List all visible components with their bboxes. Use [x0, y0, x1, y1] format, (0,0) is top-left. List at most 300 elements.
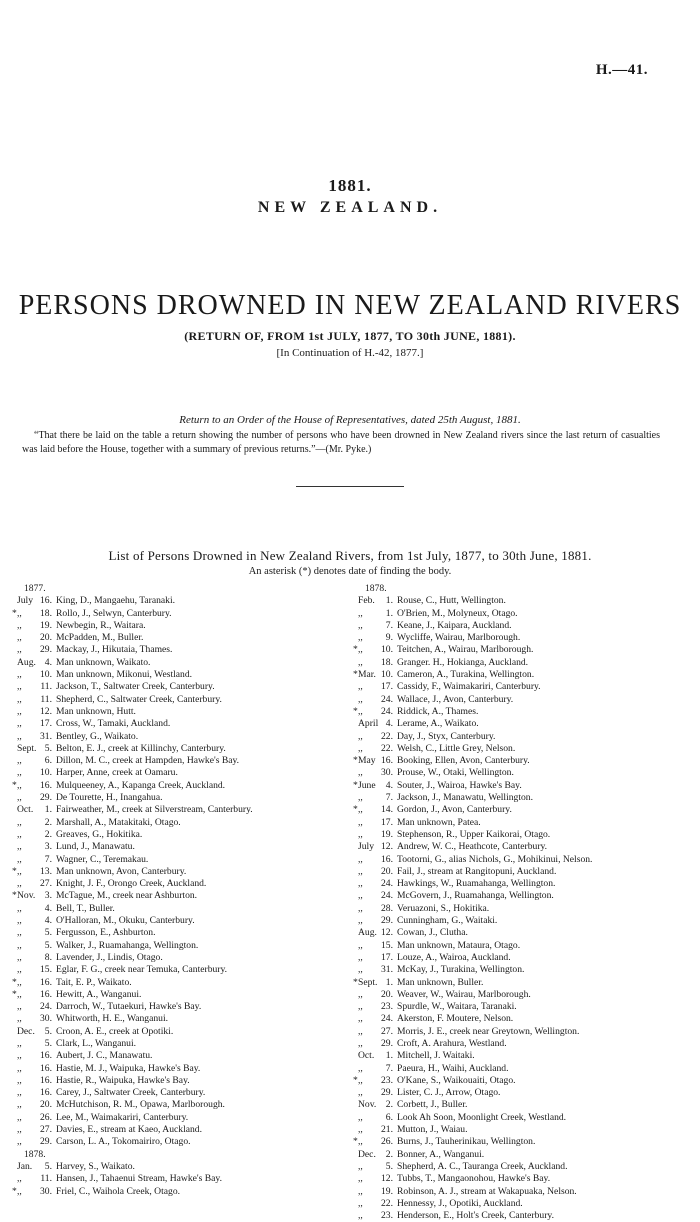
entry-month: ,, — [17, 607, 22, 619]
entry-month: Nov. — [17, 890, 36, 902]
asterisk-marker: * — [353, 976, 358, 988]
list-item — [12, 964, 337, 976]
entry-text: Dillon, M. C., creek at Hampden, Hawke's Bay. — [56, 755, 240, 767]
list-item — [12, 989, 337, 1001]
entry-month: ,, — [17, 1099, 22, 1111]
entry-text: Walker, J., Ruamahanga, Wellington. — [56, 939, 199, 951]
entry-day: 19. — [40, 619, 52, 631]
entry-day: 23. — [381, 1074, 393, 1086]
entry-text: O'Halloran, M., Okuku, Canterbury. — [56, 915, 195, 927]
entry-month: July — [17, 595, 33, 607]
entry-month: ,, — [358, 915, 363, 927]
entry-month: ,, — [17, 779, 22, 791]
entry-text: Marshall, A., Matakitaki, Otago. — [56, 816, 181, 828]
entry-text: Rollo, J., Selwyn, Canterbury. — [56, 607, 172, 619]
list-item — [12, 731, 337, 743]
entry-day: 16. — [40, 1087, 52, 1099]
entry-month: Oct. — [17, 804, 34, 816]
entry-day: 13. — [40, 865, 52, 877]
return-period-subtitle: (RETURN OF, FROM 1st JULY, 1877, TO 30th JUNE, 1881). — [184, 329, 516, 343]
list-item — [353, 989, 693, 1001]
list-item — [353, 755, 693, 767]
entry-month: Oct. — [358, 1050, 375, 1062]
entry-month: ,, — [358, 1074, 363, 1086]
entry-month: ,, — [358, 964, 363, 976]
entry-month: ,, — [358, 1210, 363, 1222]
entry-text: Mitchell, J. Waitaki. — [397, 1050, 475, 1062]
entry-month: ,, — [358, 853, 363, 865]
entry-day: 22. — [381, 1197, 393, 1209]
entry-month: ,, — [17, 1074, 22, 1086]
entry-month: ,, — [17, 619, 22, 631]
entry-day: 7. — [385, 1062, 393, 1074]
entry-day: 16. — [40, 1074, 52, 1086]
asterisk-marker: * — [353, 1136, 358, 1148]
entry-month: ,, — [358, 644, 363, 656]
entry-text: Hawkings, W., Ruamahanga, Wellington. — [397, 878, 556, 890]
list-item — [353, 1099, 693, 1111]
entry-month: ,, — [358, 1185, 363, 1197]
entry-text: Friel, C., Waihola Creek, Otago. — [56, 1185, 181, 1197]
entry-month: ,, — [358, 632, 363, 644]
entry-text: Fairweather, M., creek at Silverstream, Canterbury. — [56, 804, 253, 816]
entry-month: ,, — [17, 755, 22, 767]
entry-day: 5. — [44, 1025, 52, 1037]
entry-month: ,, — [358, 607, 363, 619]
entry-text: Prouse, W., Otaki, Wellington. — [397, 767, 514, 779]
entry-month: ,, — [17, 902, 22, 914]
entry-day: 7. — [385, 792, 393, 804]
list-item — [12, 854, 337, 866]
list-title: List of Persons Drowned in New Zealand Rivers, from 1st July, 1877, to 30th June, 1881. — [108, 548, 592, 563]
entry-text: Cameron, A., Turakina, Wellington. — [397, 669, 535, 681]
entry-day: 20. — [40, 1099, 52, 1111]
entry-text: McTague, M., creek near Ashburton. — [56, 890, 198, 902]
list-item — [353, 1210, 693, 1222]
list-item — [12, 1063, 337, 1075]
entry-month: ,, — [17, 1087, 22, 1099]
entry-day: 28. — [381, 902, 393, 914]
entry-month: ,, — [17, 1037, 22, 1049]
list-item — [12, 977, 337, 989]
entry-text: Davies, E., stream at Kaeo, Auckland. — [56, 1124, 202, 1136]
entry-month: ,, — [358, 742, 363, 754]
entry-month: ,, — [358, 1087, 363, 1099]
entry-day: 19. — [381, 828, 393, 840]
entry-month: ,, — [358, 1001, 363, 1013]
entry-month: ,, — [358, 1173, 363, 1185]
entry-text: Man unknown, Avon, Canterbury. — [56, 865, 187, 877]
document-year: 1881. — [328, 176, 372, 195]
entry-day: 3. — [44, 890, 52, 902]
entry-text: McPadden, M., Buller. — [56, 632, 144, 644]
entry-day: 4. — [44, 902, 52, 914]
list-item — [12, 829, 337, 841]
entry-text: Jackson, J., Manawatu, Wellington. — [397, 792, 534, 804]
list-item — [353, 1013, 693, 1025]
list-item — [353, 1038, 693, 1050]
continuation-note: [In Continuation of H.-42, 1877.] — [276, 347, 424, 359]
list-item — [353, 952, 693, 964]
asterisk-marker: * — [353, 705, 358, 717]
entry-text: Eglar, F. G., creek near Temuka, Canterbury. — [56, 964, 228, 976]
asterisk-marker: * — [12, 988, 17, 1000]
list-item — [353, 743, 693, 755]
entry-day: 21. — [381, 1124, 393, 1136]
entry-text: Andrew, W. C., Heathcote, Canterbury. — [397, 841, 548, 853]
entry-month: ,, — [17, 964, 22, 976]
entry-text: Mulqueeney, A., Kapanga Creek, Auckland. — [56, 779, 226, 791]
entry-month: ,, — [358, 1111, 363, 1123]
list-item — [353, 792, 693, 804]
entry-text: Man unknown, Waikato. — [56, 656, 151, 668]
list-item — [12, 1038, 337, 1050]
list-item — [353, 694, 693, 706]
entry-month: ,, — [17, 705, 22, 717]
entry-day: 16. — [40, 988, 52, 1000]
entry-month: ,, — [358, 816, 363, 828]
entry-day: 7. — [44, 853, 52, 865]
entry-text: Keane, J., Kaipara, Auckland. — [397, 619, 512, 631]
entry-day: 22. — [381, 730, 393, 742]
entry-day: 27. — [40, 878, 52, 890]
list-item — [353, 890, 693, 902]
entry-day: 5. — [44, 927, 52, 939]
entry-month: ,, — [358, 890, 363, 902]
entry-text: Man unknown, Buller. — [397, 976, 484, 988]
list-item — [12, 927, 337, 939]
entry-month: ,, — [17, 693, 22, 705]
entry-month: ,, — [17, 915, 22, 927]
entry-text: Morris, J. E., creek near Greytown, Wellington. — [397, 1025, 580, 1037]
list-item — [353, 964, 693, 976]
list-item — [12, 632, 337, 644]
main-title: PERSONS DROWNED IN NEW ZEALAND RIVERS — [18, 290, 682, 321]
entry-text: Fail, J., stream at Rangitopuni, Auckland. — [397, 865, 557, 877]
list-item — [12, 780, 337, 792]
asterisk-marker: * — [353, 804, 358, 816]
entry-month: ,, — [358, 767, 363, 779]
entry-month: Dec. — [358, 1148, 376, 1160]
entry-text: Weaver, W., Wairau, Marlborough. — [397, 988, 531, 1000]
entry-month: ,, — [17, 1185, 22, 1197]
list-item — [12, 804, 337, 816]
list-item — [353, 804, 693, 816]
list-item — [353, 595, 693, 607]
entry-day: 24. — [40, 1001, 52, 1013]
entry-text: Wallace, J., Avon, Canterbury. — [397, 693, 514, 705]
entry-month: ,, — [17, 792, 22, 804]
entry-text: Shepherd, A. C., Tauranga Creek, Auckland. — [397, 1160, 568, 1172]
entry-text: Man unknown, Mataura, Otago. — [397, 939, 521, 951]
list-item — [12, 595, 337, 607]
asterisk-marker: * — [12, 976, 17, 988]
entry-month: ,, — [358, 902, 363, 914]
entry-day: 29. — [40, 644, 52, 656]
entry-text: Harper, Anne, creek at Oamaru. — [56, 767, 178, 779]
entry-text: Gordon, J., Avon, Canterbury. — [397, 804, 512, 816]
list-item — [353, 878, 693, 890]
entry-month: Jan. — [17, 1160, 33, 1172]
entry-day: 11. — [40, 693, 52, 705]
entry-text: Corbett, J., Buller. — [397, 1099, 468, 1111]
entry-text: Hansen, J., Tahaenui Stream, Hawke's Bay. — [56, 1173, 222, 1185]
entry-text: Stephenson, R., Upper Kaikorai, Otago. — [397, 828, 551, 840]
entry-text: Belton, E. J., creek at Killinchy, Canterbury. — [56, 742, 226, 754]
entry-day: 27. — [381, 1025, 393, 1037]
list-item — [12, 694, 337, 706]
entry-text: Mutton, J., Waiau. — [397, 1124, 468, 1136]
entry-day: 10. — [381, 669, 393, 681]
entry-day: 8. — [44, 951, 52, 963]
asterisk-marker: * — [353, 669, 358, 681]
list-item — [353, 1087, 693, 1099]
entry-month: ,, — [17, 841, 22, 853]
list-item — [353, 1161, 693, 1173]
entry-text: Cunningham, G., Waitaki. — [397, 915, 498, 927]
entry-text: Day, J., Styx, Canterbury. — [397, 730, 496, 742]
entry-text: Riddick, A., Thames. — [397, 705, 479, 717]
entry-day: 3. — [44, 841, 52, 853]
entry-text: Burns, J., Tauherinikau, Wellington. — [397, 1136, 536, 1148]
entry-day: 1. — [385, 595, 393, 607]
entry-text: Veruazoni, S., Hokitika. — [397, 902, 490, 914]
entry-month: ,, — [358, 804, 363, 816]
list-item — [353, 817, 693, 829]
entry-text: Cross, W., Tamaki, Auckland. — [56, 718, 171, 730]
list-item — [12, 1173, 337, 1185]
entry-month: ,, — [17, 939, 22, 951]
list-item — [353, 1112, 693, 1124]
year-heading: 1877. — [24, 583, 46, 594]
asterisk-marker: * — [12, 1185, 17, 1197]
list-item — [353, 620, 693, 632]
right-column-list — [353, 583, 693, 1222]
entry-text: Jackson, T., Saltwater Creek, Canterbury. — [56, 681, 215, 693]
entry-day: 16. — [40, 595, 52, 607]
entry-month: Mar. — [358, 669, 376, 681]
entry-day: 1. — [44, 804, 52, 816]
entry-text: O'Brien, M., Molyneux, Otago. — [397, 607, 518, 619]
entry-day: 16. — [40, 1050, 52, 1062]
entry-day: 22. — [381, 742, 393, 754]
entry-day: 1. — [385, 976, 393, 988]
entry-day: 4. — [44, 915, 52, 927]
list-item — [12, 1099, 337, 1111]
entry-month: ,, — [17, 1136, 22, 1148]
order-of-house: Return to an Order of the House of Representatives, dated 25th August, 1881. — [179, 414, 521, 426]
entry-text: Booking, Ellen, Avon, Canterbury. — [397, 755, 530, 767]
entry-text: Akerston, F. Moutere, Nelson. — [397, 1013, 514, 1025]
entry-text: Hastie, R., Waipuka, Hawke's Bay. — [56, 1074, 190, 1086]
entry-text: Newbegin, R., Waitara. — [56, 619, 146, 631]
list-item — [353, 657, 693, 669]
list-item — [12, 1136, 337, 1148]
list-item — [12, 878, 337, 890]
entry-day: 5. — [44, 1160, 52, 1172]
list-item — [12, 792, 337, 804]
list-item — [353, 718, 693, 730]
list-item — [353, 669, 693, 681]
entry-day: 2. — [44, 816, 52, 828]
entry-day: 29. — [381, 915, 393, 927]
entry-day: 4. — [385, 718, 393, 730]
entry-month: ,, — [358, 1160, 363, 1172]
entry-day: 23. — [381, 1210, 393, 1222]
entry-text: Carson, L. A., Tokomairiro, Otago. — [56, 1136, 191, 1148]
entry-text: Lund, J., Manawatu. — [56, 841, 135, 853]
list-item — [12, 1161, 337, 1173]
entry-text: Croon, A. E., creek at Opotiki. — [56, 1025, 174, 1037]
list-item — [353, 841, 693, 853]
entry-month: ,, — [17, 927, 22, 939]
entry-day: 11. — [40, 1173, 52, 1185]
entry-day: 16. — [40, 1062, 52, 1074]
entry-month: ,, — [358, 1124, 363, 1136]
entry-day: 20. — [381, 988, 393, 1000]
entry-day: 5. — [44, 742, 52, 754]
entry-day: 7. — [385, 619, 393, 631]
divider-rule — [296, 486, 404, 487]
list-item — [12, 1050, 337, 1062]
list-item — [353, 1136, 693, 1148]
list-item — [353, 681, 693, 693]
entry-month: ,, — [17, 988, 22, 1000]
entry-month: ,, — [17, 878, 22, 890]
entry-day: 31. — [40, 730, 52, 742]
entry-text: Tootorni, G., alias Nichols, G., Mohikinui, Nelson. — [397, 853, 593, 865]
entry-text: Darroch, W., Tutaekuri, Hawke's Bay. — [56, 1001, 202, 1013]
list-item — [12, 1001, 337, 1013]
list-item — [353, 1149, 693, 1161]
entry-text: Look Ah Soon, Moonlight Creek, Westland. — [397, 1111, 567, 1123]
entry-day: 31. — [381, 964, 393, 976]
list-item — [353, 829, 693, 841]
entry-month: Sept. — [17, 742, 37, 754]
entry-month: ,, — [358, 705, 363, 717]
entry-month: ,, — [358, 792, 363, 804]
entry-day: 16. — [40, 976, 52, 988]
entry-text: Souter, J., Wairoa, Hawke's Bay. — [397, 779, 522, 791]
list-item — [353, 632, 693, 644]
list-item — [12, 1124, 337, 1136]
entry-day: 30. — [40, 1013, 52, 1025]
entry-day: 10. — [40, 767, 52, 779]
entry-month: ,, — [358, 730, 363, 742]
entry-text: King, D., Mangaehu, Taranaki. — [56, 595, 176, 607]
page-identifier: H.—41. — [595, 62, 648, 78]
entry-month: ,, — [17, 853, 22, 865]
entry-day: 29. — [381, 1037, 393, 1049]
entry-text: Whitworth, H. E., Wanganui. — [56, 1013, 169, 1025]
entry-day: 27. — [40, 1124, 52, 1136]
entry-text: Louze, A., Wairoa, Auckland. — [397, 951, 511, 963]
entry-day: 16. — [40, 779, 52, 791]
entry-day: 10. — [381, 644, 393, 656]
entry-day: 5. — [44, 939, 52, 951]
entry-day: 18. — [40, 607, 52, 619]
entry-day: 30. — [381, 767, 393, 779]
list-item — [353, 780, 693, 792]
entry-text: Cowan, J., Clutha. — [397, 927, 468, 939]
list-item — [12, 903, 337, 915]
entry-text: De Tourette, H., Inangahua. — [56, 792, 163, 804]
entry-text: Wagner, C., Teremakau. — [56, 853, 149, 865]
entry-text: Henderson, E., Holt's Creek, Canterbury. — [397, 1210, 554, 1222]
entry-day: 30. — [40, 1185, 52, 1197]
list-item — [353, 927, 693, 939]
entry-month: ,, — [17, 865, 22, 877]
motion-quote: “That there be laid on the table a return showing the number of persons who have been drowned in New Zealand rivers since the last return of casualties was laid before the House, together with a summary of previous returns.”—(Mr. Pyke.) — [22, 430, 660, 455]
list-item — [353, 767, 693, 779]
entry-text: Aubert, J. C., Manawatu. — [56, 1050, 153, 1062]
entry-day: 24. — [381, 890, 393, 902]
list-item — [12, 841, 337, 853]
entry-month: Aug. — [358, 927, 377, 939]
entry-day: 26. — [40, 1111, 52, 1123]
entry-text: Tubbs, T., Mangaonohou, Hawke's Bay. — [397, 1173, 551, 1185]
entry-text: McGovern, J., Ruamahanga, Wellington. — [397, 890, 554, 902]
list-item — [12, 1075, 337, 1087]
list-item — [353, 903, 693, 915]
list-item — [12, 669, 337, 681]
entry-text: Welsh, C., Little Grey, Nelson. — [397, 742, 516, 754]
entry-day: 6. — [385, 1111, 393, 1123]
entry-month: ,, — [17, 1001, 22, 1013]
entry-text: McKay, J., Turakina, Wellington. — [397, 964, 525, 976]
entry-month: ,, — [358, 693, 363, 705]
entry-day: 12. — [40, 705, 52, 717]
entry-day: 5. — [385, 1160, 393, 1172]
list-item — [353, 1050, 693, 1062]
entry-text: Robinson, A. J., stream at Wakapuaka, Nelson. — [397, 1185, 577, 1197]
entry-day: 15. — [381, 939, 393, 951]
list-item — [12, 608, 337, 620]
entry-day: 16. — [381, 755, 393, 767]
entry-month: ,, — [358, 828, 363, 840]
entry-month: ,, — [17, 681, 22, 693]
entry-month: ,, — [358, 1136, 363, 1148]
entry-day: 4. — [44, 656, 52, 668]
entry-text: Cassidy, F., Waimakariri, Canterbury. — [397, 681, 541, 693]
entry-text: Paeura, H., Waihi, Auckland. — [397, 1062, 509, 1074]
list-item — [12, 940, 337, 952]
entry-day: 9. — [385, 632, 393, 644]
list-item — [12, 1026, 337, 1038]
entry-month: ,, — [358, 1062, 363, 1074]
list-item — [353, 854, 693, 866]
entry-month: ,, — [17, 1050, 22, 1062]
entry-month: June — [358, 779, 376, 791]
entry-day: 20. — [40, 632, 52, 644]
entry-day: 26. — [381, 1136, 393, 1148]
entry-day: 29. — [381, 1087, 393, 1099]
entry-day: 20. — [381, 865, 393, 877]
list-item — [353, 1026, 693, 1038]
entry-text: McHutchison, R. M., Opawa, Marlborough. — [56, 1099, 225, 1111]
entry-day: 18. — [381, 656, 393, 668]
entry-text: Lerame, A., Waikato. — [397, 718, 479, 730]
entry-month: ,, — [17, 632, 22, 644]
entry-day: 12. — [381, 841, 393, 853]
entry-text: Granger. H., Hokianga, Auckland. — [397, 656, 529, 668]
list-item — [353, 940, 693, 952]
entry-text: Spurdle, W., Waitara, Taranaki. — [397, 1001, 517, 1013]
entry-month: ,, — [17, 828, 22, 840]
entry-month: Aug. — [17, 656, 36, 668]
asterisk-marker: * — [12, 607, 17, 619]
entry-month: ,, — [358, 1013, 363, 1025]
